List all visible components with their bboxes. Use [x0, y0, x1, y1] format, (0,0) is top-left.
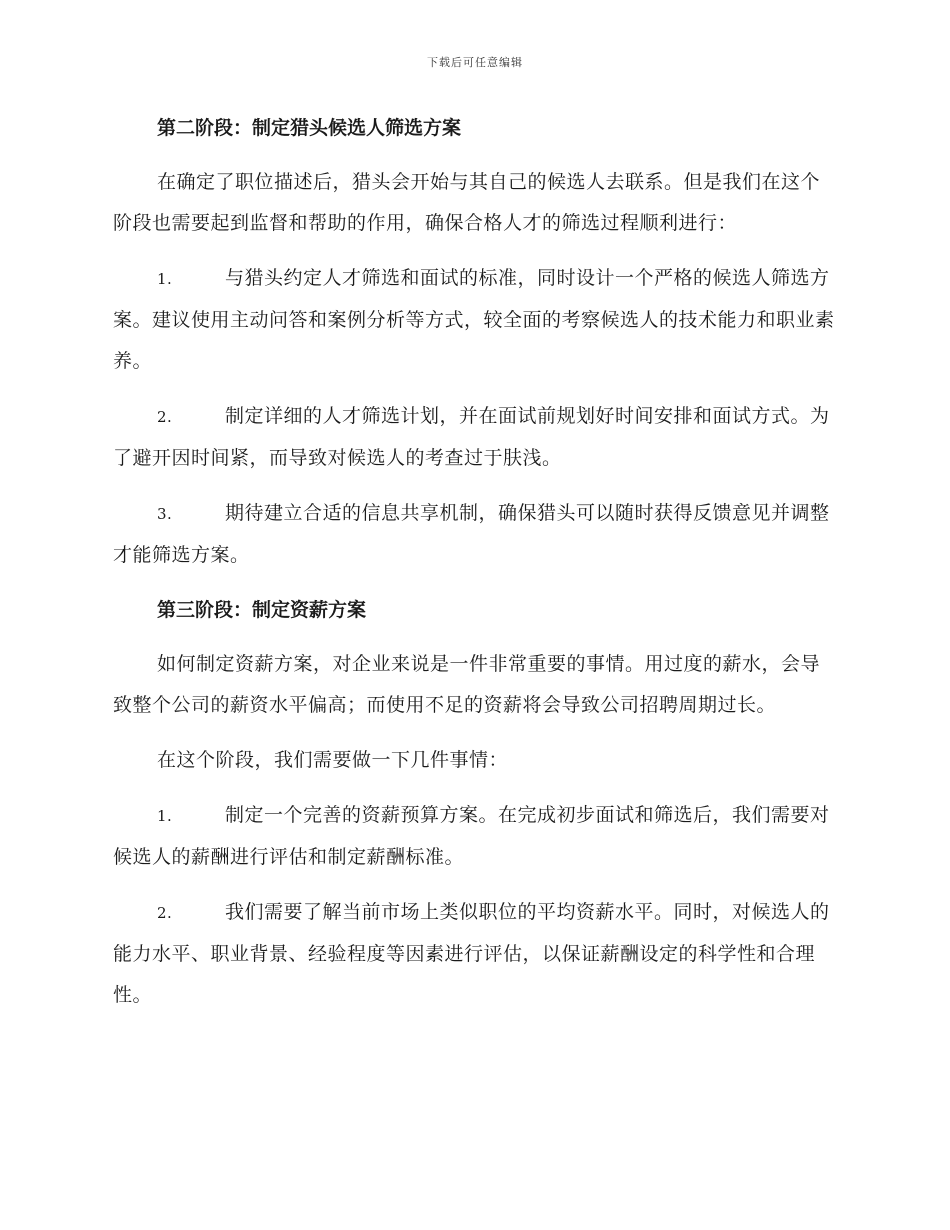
list-item-text: 期待建立合适的信息共享机制，确保猎头可以随时获得反馈意见并调整才能筛选方案。: [113, 502, 830, 566]
list-item-number: 1.: [157, 270, 173, 288]
list-item-number: 2.: [157, 904, 173, 922]
list-item-text: 制定一个完善的资薪预算方案。在完成初步面试和筛选后，我们需要对候选人的薪酬进行评估和制定薪酬标准。: [113, 804, 830, 868]
page-header-note: 下载后可任意编辑: [427, 56, 523, 69]
list-item-number: 3.: [157, 505, 173, 523]
list-item-number: 1.: [157, 807, 173, 825]
section3-lead: 在这个阶段，我们需要做一下几件事情：: [157, 749, 509, 771]
list-item-text: 制定详细的人才筛选计划，并在面试前规划好时间安排和面试方式。为了避开因时间紧，而导致对候选人的考查过于肤浅。: [113, 405, 830, 469]
list-item-text: 与猎头约定人才筛选和面试的标准，同时设计一个严格的候选人筛选方案。建议使用主动问答和案例分析等方式，较全面的考察候选人的技术能力和职业素养。: [113, 267, 835, 372]
section2-intro: 在确定了职位描述后，猎头会开始与其自己的候选人去联系。但是我们在这个阶段也需要起到监督和帮助的作用，确保合格人才的筛选过程顺利进行：: [113, 171, 821, 234]
list-item: [113, 795, 835, 878]
section3-intro: 如何制定资薪方案，对企业来说是一件非常重要的事情。用过度的薪水，会导致整个公司的薪资水平偏高；而使用不足的资薪将会导致公司招聘周期过长。: [113, 653, 821, 716]
section3-heading: 第三阶段：制定资薪方案: [157, 599, 367, 621]
section2-heading: 第二阶段：制定猎头候选人筛选方案: [157, 117, 462, 139]
list-item: [113, 493, 835, 576]
list-item: [113, 892, 835, 1016]
list-item: [113, 396, 835, 479]
list-item-text: 我们需要了解当前市场上类似职位的平均资薪水平。同时，对候选人的能力水平、职业背景、经验程度等因素进行评估，以保证薪酬设定的科学性和合理性。: [113, 901, 830, 1006]
list-item: [113, 258, 835, 382]
document-body: [113, 108, 835, 1030]
list-item-number: 2.: [157, 408, 173, 426]
